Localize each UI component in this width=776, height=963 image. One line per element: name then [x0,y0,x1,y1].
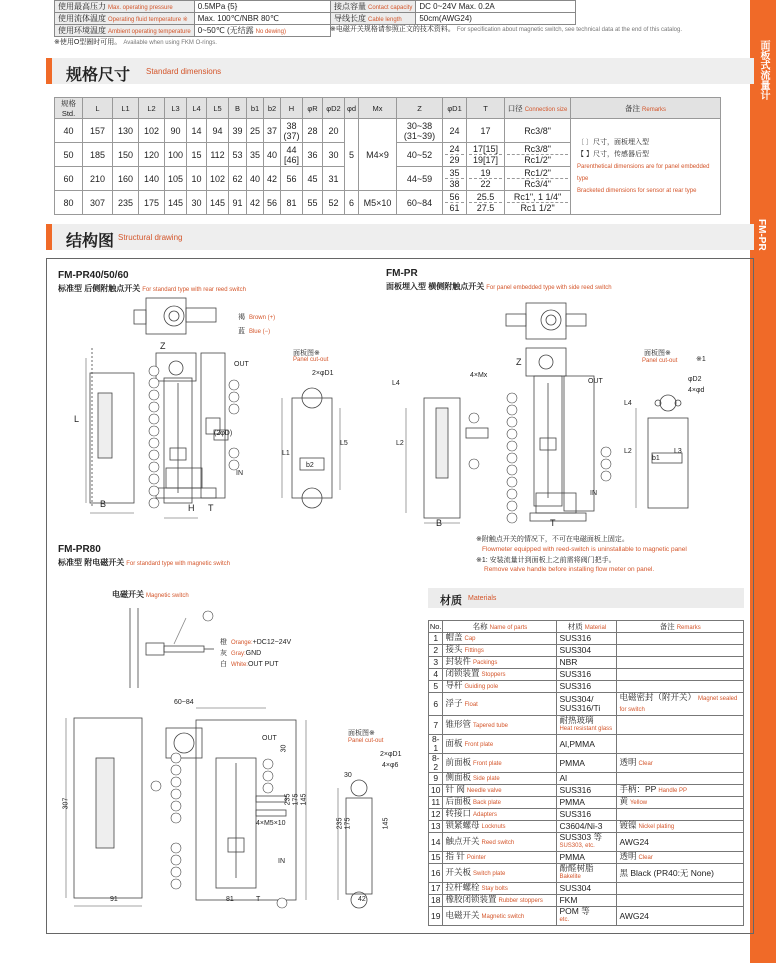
table-row [429,773,744,785]
spec-value: DC 0~24V Max. 0.2A [416,1,576,13]
part-material: C3604/Ni-3 [557,821,617,833]
part-number: 8-2 [429,754,443,773]
model-title-2: FM-PR [386,268,418,279]
footnote-oring: ※使用O型圈时可用。 Available when using FKM O-rings. [54,39,217,46]
cutout-label-2-en: Panel cut-out [642,358,678,364]
table-row [429,797,744,809]
part-name: 封装件 Packings [443,657,557,669]
hole-label-4xd: 4×φd [688,387,705,394]
dim-label-b: B [100,499,107,509]
part-remarks: 黑 Black (PR40:无 None) [617,864,744,883]
col-header: B [229,98,247,119]
d1-scale [98,393,112,458]
part-number: 9 [429,773,443,785]
note-reed-switch-en: Flowmeter equipped with reed-switch is uninstallable to magnetic panel [482,546,687,553]
part-number: 6 [429,693,443,716]
dim-label-t-3: T [256,896,261,903]
dim-label-z-2: Z [516,357,522,367]
dim-label-z: Z [160,341,166,351]
spec-label-en: Contact capacity [368,5,413,11]
part-name: 面板 Front plate [443,735,557,754]
dim-label-t-2: T [550,518,556,528]
part-material: PMMA [557,797,617,809]
note-star-1: ※1 [696,356,706,363]
wire-gray-label: 灰 Gray:GND [220,650,262,657]
part-remarks: 电磁密封（附开关） Magnet sealed for switch [617,693,744,716]
section-accent-bar [46,224,52,250]
part-remarks: 透明 Clear [617,754,744,773]
part-number: 1 [429,633,443,645]
table-row [429,633,744,645]
table-row [429,883,744,895]
part-name: 浮子 Float [443,693,557,716]
cutout-label-2: 面板图※ [644,350,671,357]
spec-label-en: Cable length [368,17,402,23]
part-material: SUS316 [557,681,617,693]
port-label-out-2: OUT [588,378,603,385]
part-number: 7 [429,716,443,735]
cutout-dim-30: 30 [344,772,352,779]
section-header-dimensions [46,58,754,84]
table-row [429,693,744,716]
cutout-label-3-en: Panel cut-out [348,738,384,744]
part-material: Al [557,773,617,785]
col-header: φR [303,98,323,119]
part-name: 闭锁装置 Stoppers [443,669,557,681]
model-title-3: FM-PR80 [58,544,101,555]
part-material: SUS304 [557,645,617,657]
materials-title-en: Materials [468,595,497,602]
part-remarks: 黄 Yellow [617,797,744,809]
part-name: 接头 Fittings [443,645,557,657]
part-number: 10 [429,785,443,797]
dim-label-l5: L5 [340,440,348,447]
dimensions-table [54,97,721,215]
spec-label-en: Ambient operating temperature [108,29,191,35]
col-header: b2 [264,98,281,119]
part-number: 15 [429,852,443,864]
part-remarks [617,633,744,645]
spec-label: 导线长度 [334,14,366,23]
col-header: L [83,98,113,119]
part-name: 导杆 Guiding pole [443,681,557,693]
materials-title: 材质 [440,595,462,607]
col-header: L4 [187,98,207,119]
spec-table-top-left [54,0,331,37]
callout-balloons-3 [151,611,287,908]
table-row [429,864,744,883]
col-header: L3 [165,98,187,119]
part-remarks: AWG24 [617,907,744,926]
spec-value: 0.5MPa {5} [194,1,330,13]
d1-side-plate [201,353,225,498]
label-4xm5x10: 4×M5×10 [256,820,286,827]
d3-magnet-body [146,643,164,655]
col-header: L2 [139,98,165,119]
part-remarks [617,645,744,657]
col-header: L1 [113,98,139,119]
table-row [429,657,744,669]
table-row: 40 157 130 102 90 14 94 39 25 37 38 (37) 28 20 5 M4×9 30~38 (31~39) 24 17 Rc3/8" 〔 〕尺寸，面板埋入型 【 】尺寸，传感器后型 Parenthetical dimensions are for panel embedded type Bracketed dimensions for sensor at rear type [55,119,721,143]
spec-label-en: Max. operating pressure [108,5,173,11]
col-header: 规格Std. [55,98,83,119]
table-row [429,669,744,681]
part-material: SUS316 [557,785,617,797]
dim-label-30: 30 [280,744,288,753]
part-remarks [617,895,744,907]
dim-label-81: 81 [226,896,234,903]
col-header: φd [345,98,359,119]
cutout-dim-42: 42 [358,896,366,903]
spec-label: 使用最高压力 [58,2,106,11]
dim-label-h: H [188,503,195,513]
part-name: 指 针 Pointer [443,852,557,864]
part-name: 侧面板 Side plate [443,773,557,785]
part-remarks [617,809,744,821]
materials-header [428,588,744,608]
dim-label-t: T [208,503,214,513]
spec-value-en: No dewing) [255,29,286,35]
port-label-in: IN [236,470,243,477]
part-name: 橡胶闭锁装置 Rubber stoppers [443,895,557,907]
port-label-out-3: OUT [262,735,277,742]
part-number: 16 [429,864,443,883]
part-name: 电磁开关 Magnetic switch [443,907,557,926]
table-row [429,716,744,735]
part-material: PMMA [557,852,617,864]
spec-value: 50cm(AWG24) [416,13,576,25]
table-row [429,681,744,693]
dim-label-l3-c: L3 [674,448,682,455]
part-remarks [617,657,744,669]
label-4xmx: 4×Mx [470,372,488,379]
part-material: SUS304 [557,883,617,895]
table-row [429,785,744,797]
hole-label-2xd1: 2×φD1 [380,751,402,758]
part-name: 转接口 Adapters [443,809,557,821]
callout-balloons-2 [469,393,611,523]
part-name: 前面板 Front plate [443,754,557,773]
model-subtitle-3: 标准型 附电磁开关 For standard type with magnetic switch [58,558,230,567]
spec-label: 接点容量 [334,2,366,11]
hole-label-d2: φD2 [688,376,702,383]
part-material: FKM [557,895,617,907]
spec-label-en: Operating fluid temperature ※ [108,17,188,23]
part-number: 18 [429,895,443,907]
dim-label-l1: L1 [282,450,290,457]
part-material: SUS316 [557,809,617,821]
dim-label-l: L [74,414,80,424]
part-material: SUS303 等 SUS303, etc. [557,833,617,852]
part-material: POM 等 etc. [557,907,617,926]
cutout-label-1: 面板图※ [293,350,320,357]
model-title-1: FM-PR40/50/60 [58,270,129,281]
cutout-dim-235: 235 [336,817,344,830]
part-name: 拉杆螺栓 Stay bolts [443,883,557,895]
remarks-cell: 〔 〕尺寸，面板埋入型 【 】尺寸，传感器后型 Parenthetical dimensions are for panel embedded type Bracketed dimensions for sensor at rear type [571,119,721,215]
wire-orange-label: 橙 Orange:+DC12~24V [220,639,292,646]
col-header: L5 [207,98,229,119]
part-number: 19 [429,907,443,926]
table-row: 50 185 150 120 100 15 112 53 35 40 44 [46] 36 30 40~52 24 29 17[15] 19[17] Rc3/8" Rc1/2" [55,143,721,167]
part-number: 8-1 [429,735,443,754]
table-row [429,809,744,821]
part-number: 5 [429,681,443,693]
part-material: NBR [557,657,617,669]
section-title: 结构图 [66,233,115,250]
part-material: SUS304/ SUS316/Ti [557,693,617,716]
col-header: T [467,98,505,119]
table-row [429,852,744,864]
materials-table [428,620,744,926]
table-row [429,833,744,852]
table-row [331,1,576,13]
side-tab-model[interactable]: FM-PR [750,205,776,963]
col-header: H [281,98,303,119]
dim-label-91: 91 [110,896,118,903]
spec-label: 使用环境温度 [58,26,106,35]
dim-label-235: 235 [284,793,292,806]
wire-white-label: 白 White:OUT PUT [220,661,279,668]
col-header: Mx [359,98,397,119]
hole-label-1: 2×φD1 [312,370,334,377]
part-name: 锁紧螺母 Locknuts [443,821,557,833]
part-name: 针 阀 Needle valve [443,785,557,797]
part-name: 后面板 Back plate [443,797,557,809]
part-remarks: 透明 Clear [617,852,744,864]
port-label-in-3: IN [278,858,285,865]
dim-label-2phid: (2φD) [214,430,233,437]
magnetic-switch-title: 电磁开关 Magnetic switch [112,590,189,599]
part-material: SUS316 [557,669,617,681]
wire-brown-label: 褐 Brown (+) [238,314,276,321]
section-header-structure [46,224,754,250]
spec-value: 0~50℃ (无结露 [197,26,254,35]
spec-table-top-right [330,0,576,25]
side-tab-category[interactable]: 面板式流量计 [750,0,776,205]
part-number: 12 [429,809,443,821]
dim-label-b2: b2 [306,462,314,469]
model-subtitle-2: 面板埋入型 横侧附触点开关 For panel embedded type with side reed switch [386,282,612,291]
part-remarks [617,883,744,895]
col-header: φD1 [443,98,467,119]
part-remarks [617,669,744,681]
part-material: PMMA [557,754,617,773]
table-row [429,735,744,754]
spec-value: Max. 100℃/NBR 80℃ [194,13,330,25]
part-number: 3 [429,657,443,669]
d3-cutout-panel [346,798,372,894]
dim-label-175: 175 [292,793,300,806]
spec-label: 使用流体温度 [58,14,106,23]
table-row [55,25,331,37]
part-name: 锥形管 Tapered tube [443,716,557,735]
footnote-magnetic: ※电磁开关规格请参照正文的技术资料。 For specification about magnetic switch, see technical data at the end of this catalog. [330,26,683,33]
cutout-label-3: 面板图※ [348,730,375,737]
dim-label-l2: L2 [396,440,404,447]
d1-switch-head [146,298,186,334]
section-title-en: Standard dimensions [146,67,222,76]
part-remarks [617,735,744,754]
part-material: 耐热玻璃 Heat resistant glass [557,716,617,735]
port-label-in-2: IN [590,490,597,497]
part-number: 2 [429,645,443,657]
col-header: φD2 [323,98,345,119]
section-title: 规格尺寸 [66,67,131,84]
wire-blue-label: 蓝 Blue (−) [238,328,271,335]
part-number: 13 [429,821,443,833]
part-number: 11 [429,797,443,809]
part-remarks [617,773,744,785]
part-name: 开关板 Switch plate [443,864,557,883]
table-header-row: No. 名称 Name of parts 材质 Material 备注 Remarks [429,621,744,633]
d1-switch-knob [164,306,184,326]
note-valve-handle: ※1: 安装流量计到面板上之前需将阀门把手。 [476,557,616,564]
table-row [429,645,744,657]
col-header: Z [397,98,443,119]
section-title-en: Structural drawing [118,233,183,242]
dim-label-l4: L4 [392,380,400,387]
table-row [331,13,576,25]
col-header: b1 [247,98,264,119]
hole-label-4x6: 4×φ6 [382,762,399,769]
table-row [55,13,331,25]
part-name: 触点开关 Reed switch [443,833,557,852]
callout-balloons-1 [149,366,239,508]
part-remarks: 镀镍 Nickel plating [617,821,744,833]
dim-label-l4-c: L4 [624,400,632,407]
note-valve-handle-en: Remove valve handle before installing flow meter on panel. [484,566,655,573]
part-material: SUS316 [557,633,617,645]
note-reed-switch: ※附触点开关的情况下，不可在电磁面板上固定。 [476,536,629,543]
table-row: 80 307 235 175 145 30 145 91 42 56 81 55 52 6 M5×10 60~84 56 61 25.5 27.5 Rc1", 1 1/4" Rc1 1/2" [55,191,721,215]
part-remarks: AWG24 [617,833,744,852]
dim-label-307: 307 [62,797,70,810]
dim-label-145: 145 [300,793,308,806]
part-number: 17 [429,883,443,895]
part-number: 14 [429,833,443,852]
part-name: 帽盖 Cap [443,633,557,645]
dim-label-b1-c: b1 [652,455,660,462]
d1-valve-body [156,353,196,381]
table-row [429,754,744,773]
cutout-dim-175: 175 [344,817,352,830]
port-label-out: OUT [234,361,249,368]
dim-label-b-2: B [436,518,443,528]
part-material: Al,PMMA [557,735,617,754]
d1-cutout-panel [292,398,332,498]
cutout-dim-145: 145 [382,817,390,830]
section-accent-bar [46,58,52,84]
part-number: 4 [429,669,443,681]
part-material: 酚醛树脂 Bakelite [557,864,617,883]
dim-label-l2-c: L2 [624,448,632,455]
table-row: 60 210 160 140 105 10 102 62 40 42 56 45 31 44~59 35 38 19 22 Rc1/2" Rc3/4" [55,167,721,191]
table-row [429,907,744,926]
part-remarks [617,681,744,693]
model-subtitle-1: 标准型 后侧附触点开关 For standard type with rear reed switch [58,284,246,293]
table-row [55,1,331,13]
dim-label-60-84: 60~84 [174,699,194,706]
table-row [429,821,744,833]
col-header: 口径 Connection size [505,98,571,119]
cutout-label-1-en: Panel cut-out [293,357,329,363]
col-header: 备注 Remarks [571,98,721,119]
part-remarks: 手柄：PP Handle PP [617,785,744,797]
table-row [429,895,744,907]
part-remarks [617,716,744,735]
d2-valve-body [526,348,566,376]
table-header-row [55,98,721,119]
